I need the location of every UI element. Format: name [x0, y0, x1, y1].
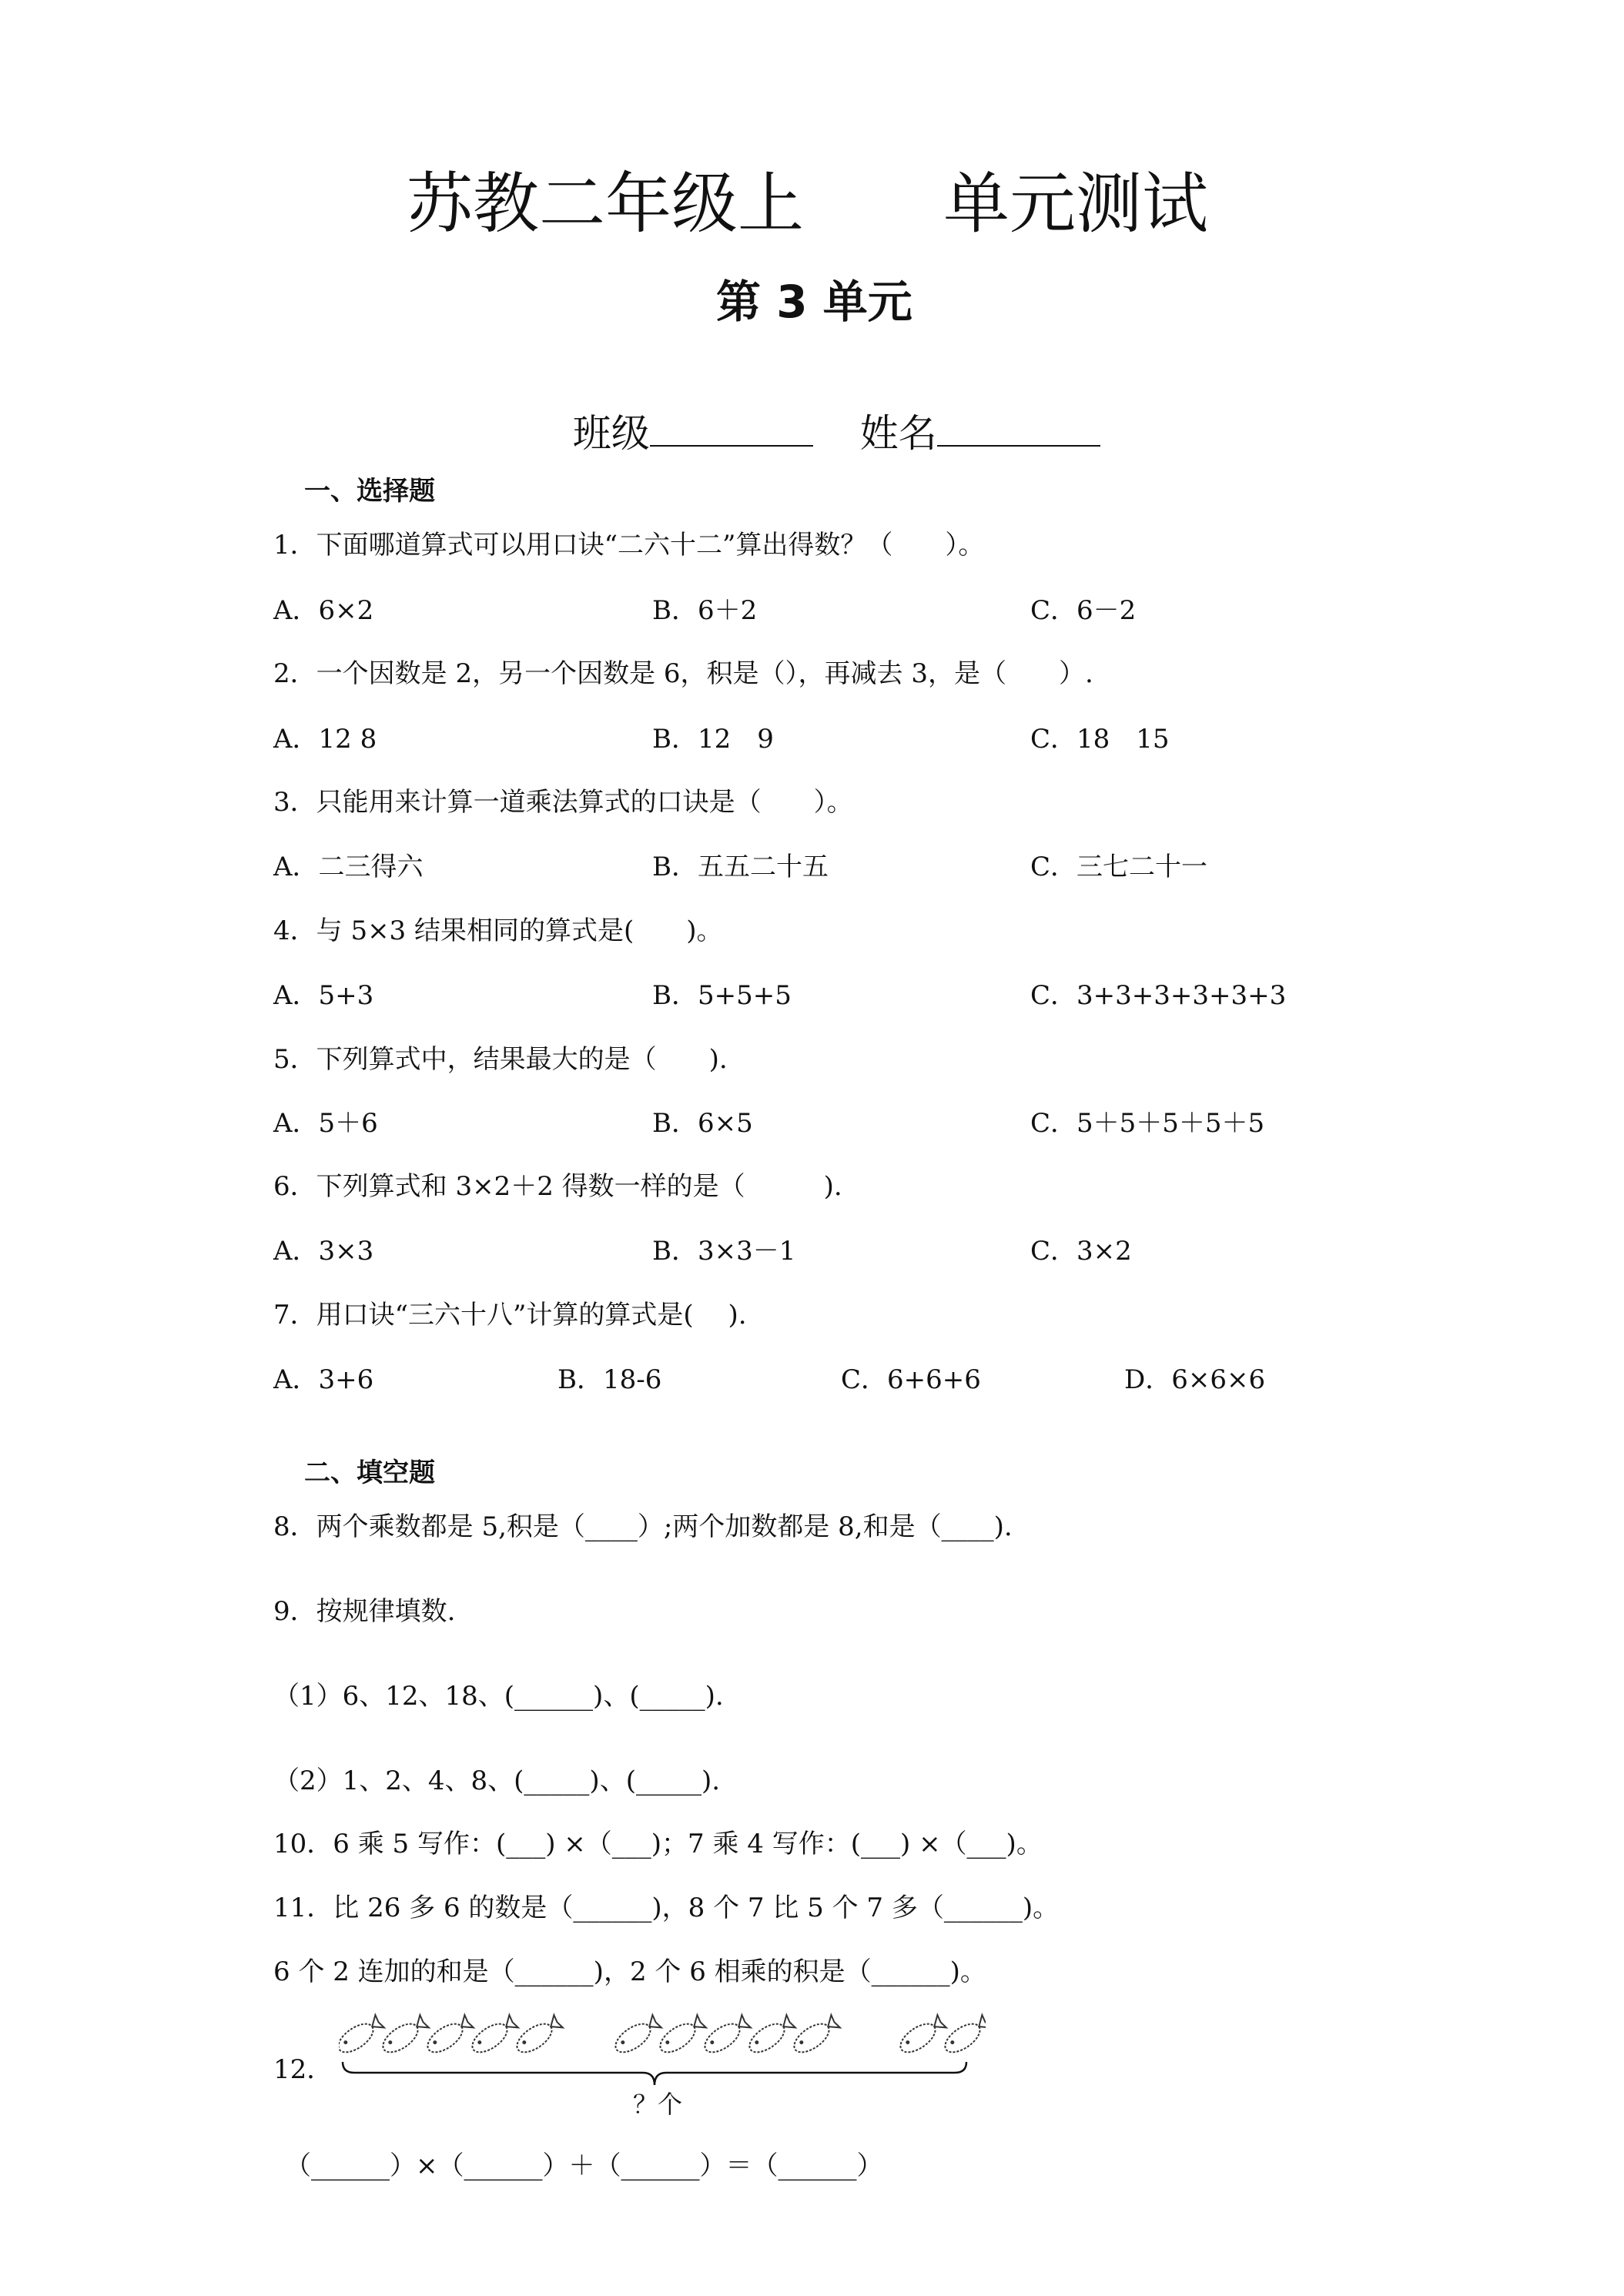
fish-icon	[745, 2013, 796, 2058]
question-3: 3．只能用来计算一道乘法算式的口诀是（ ）。	[273, 787, 853, 818]
question-9: 9．按规律填数.	[273, 1596, 456, 1627]
q3-option-a: A．二三得六	[273, 852, 424, 882]
title-left: 苏教二年级上	[407, 166, 804, 243]
q5-option-c: C．5＋5＋5＋5＋5	[1030, 1108, 1265, 1139]
question-12-equation: （______）×（______）＋（______）＝（______）	[285, 2150, 883, 2181]
question-5: 5．下列算式中，结果最大的是（ ).	[273, 1044, 728, 1075]
q7-option-c: C．6+6+6	[841, 1364, 981, 1395]
q2-option-a: A．12 8	[273, 724, 377, 755]
fish-icon	[512, 2013, 564, 2058]
q3-option-b: B．五五二十五	[652, 852, 829, 882]
fish-icon	[700, 2013, 752, 2058]
q1-option-b: B．6＋2	[652, 595, 758, 626]
name-blank	[937, 408, 1100, 447]
q7-option-a: A．3+6	[273, 1364, 374, 1395]
fish-icon	[378, 2013, 430, 2058]
q1-option-c: C．6－2	[1030, 595, 1137, 626]
q2-option-c: C．18 15	[1030, 724, 1170, 755]
fish-icon	[896, 2013, 947, 2058]
fish-icon	[467, 2013, 519, 2058]
section-choice-title: 一、选择题	[304, 476, 435, 507]
question-9-part-1: （1）6、12、18、(______)、(_____).	[273, 1681, 724, 1712]
question-12-label: 12．	[273, 2054, 333, 2085]
question-8: 8．两个乘数都是 5,积是（____）;两个加数都是 8,和是（____).	[273, 1511, 1013, 1542]
question-9-part-2: （2）1、2、4、8、(_____)、(_____).	[273, 1766, 721, 1796]
unit-heading: 第 3 单元	[716, 276, 912, 328]
fish-icon	[339, 2013, 386, 2058]
question-11: 11．比 26 多 6 的数是（______)，8 个 7 比 5 个 7 多（______)。	[273, 1893, 1060, 1923]
class-label: 班级	[572, 411, 650, 456]
q4-option-b: B．5+5+5	[652, 980, 792, 1011]
q2-option-b: B．12 9	[652, 724, 774, 755]
q6-option-a: A．3×3	[273, 1236, 374, 1267]
question-4: 4．与 5×3 结果相同的算式是( )。	[273, 915, 723, 946]
fish-icon	[789, 2013, 841, 2058]
question-12-caption: ？个	[633, 2090, 683, 2119]
question-11-continued: 6 个 2 连加的和是（______)，2 个 6 相乘的积是（______)。	[273, 1956, 986, 1987]
q5-option-b: B．6×5	[652, 1108, 753, 1139]
q4-option-a: A．5+3	[273, 980, 374, 1011]
q6-option-b: B．3×3－1	[652, 1236, 796, 1267]
name-label: 姓名	[859, 411, 937, 456]
section-fill-title: 二、填空题	[304, 1458, 435, 1488]
title-right: 单元测试	[943, 166, 1208, 243]
class-blank	[650, 408, 813, 447]
q7-option-b: B．18-6	[558, 1364, 662, 1395]
q3-option-c: C．三七二十一	[1030, 852, 1208, 882]
question-7: 7．用口诀“三六十八”计算的算式是( ).	[273, 1300, 747, 1330]
q5-option-a: A．5＋6	[273, 1108, 378, 1139]
q7-option-d: D．6×6×6	[1124, 1364, 1266, 1395]
fish-icon	[940, 2013, 986, 2058]
question-1: 1．下面哪道算式可以用口诀“二六十二”算出得数？（ ）。	[273, 530, 985, 561]
q6-option-c: C．3×2	[1030, 1236, 1132, 1267]
question-10: 10．6 乘 5 写作：(___) ×（___)；7 乘 4 写作：(___) ×（___)。	[273, 1829, 1043, 1859]
name-field	[835, 358, 1100, 458]
question-2: 2．一个因数是 2，另一个因数是 6，积是（），再减去 3，是（ ）.	[273, 658, 1093, 689]
fish-icon	[611, 2013, 662, 2058]
q1-option-a: A．6×2	[273, 595, 374, 626]
question-6: 6．下列算式和 3×2＋2 得数一样的是（ ).	[273, 1171, 842, 1202]
q4-option-c: C．3+3+3+3+3+3	[1030, 980, 1287, 1011]
fish-icon	[655, 2013, 707, 2058]
class-field	[548, 358, 813, 458]
fish-icon	[423, 2013, 474, 2058]
